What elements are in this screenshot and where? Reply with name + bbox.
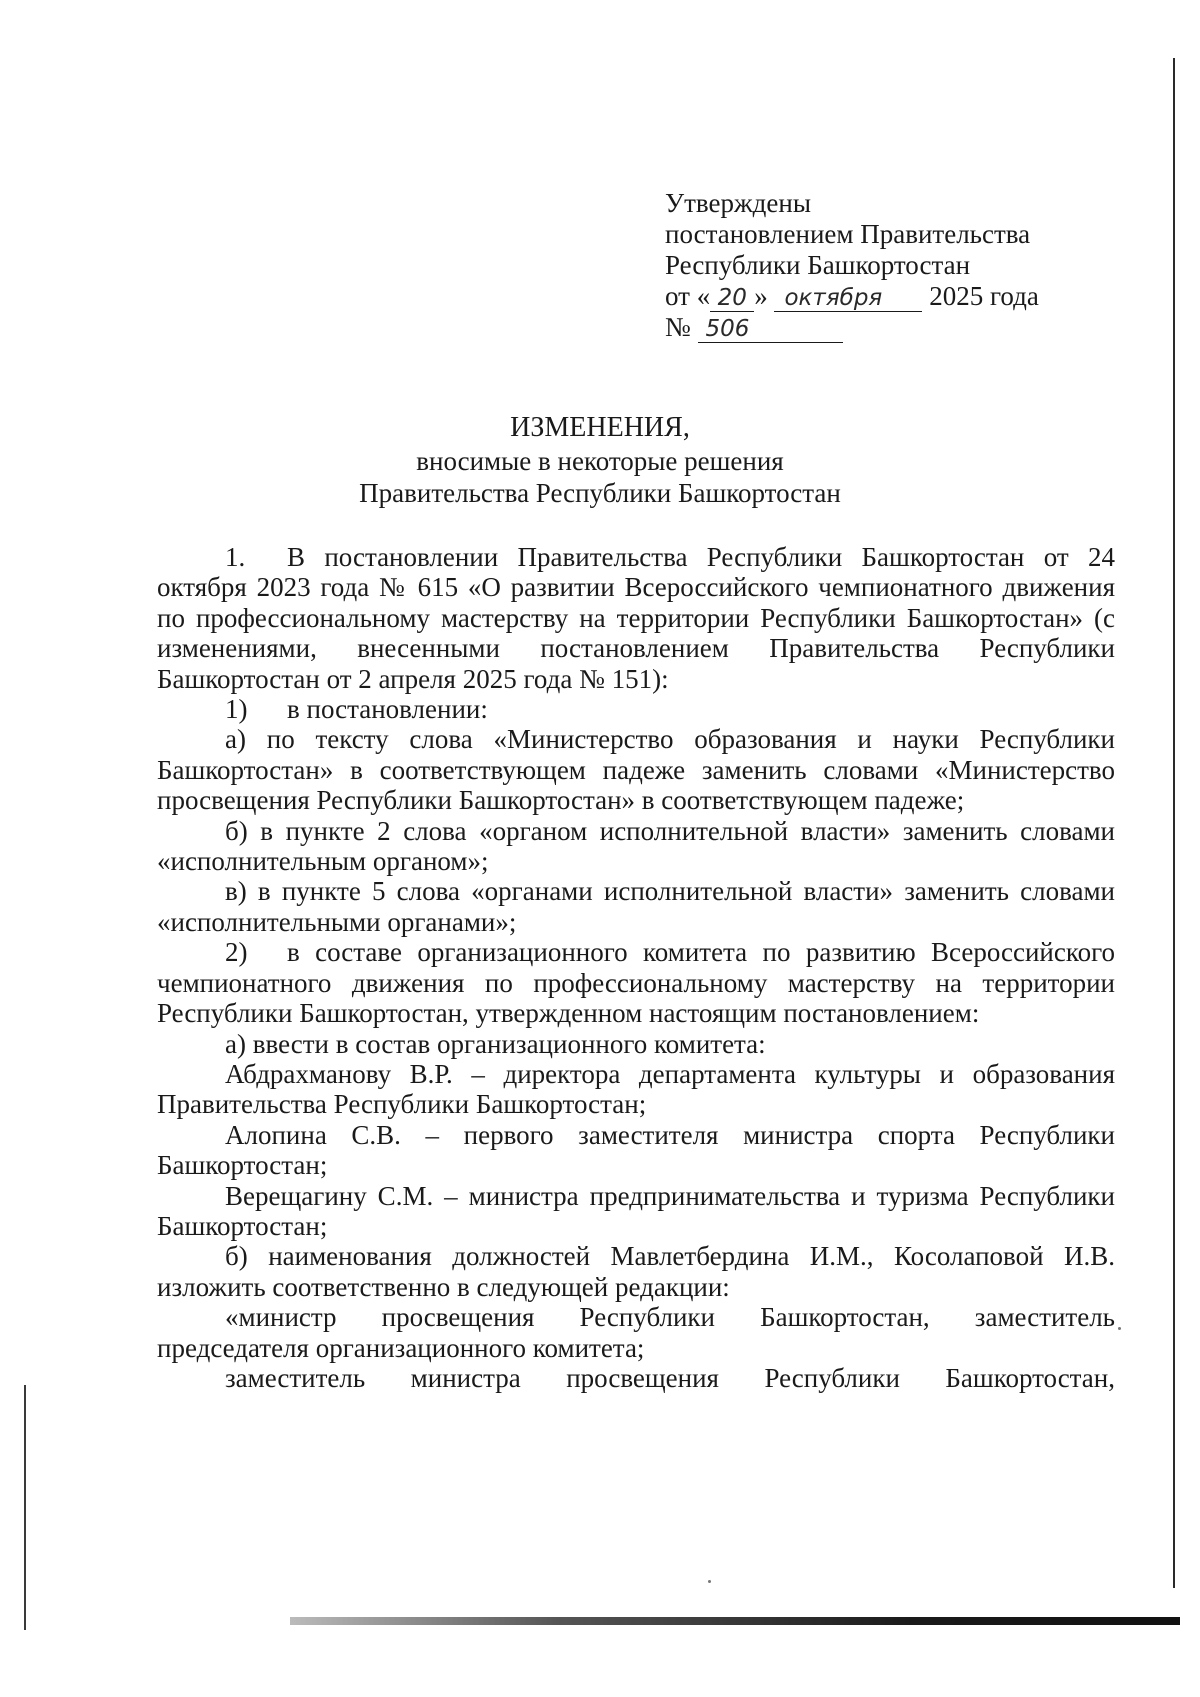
document-subtitle: Правительства Республики Башкортостан [359,478,841,508]
approval-line: постановлением Правительства [665,219,1031,249]
scan-speck [708,1580,711,1583]
paragraph-text: В постановлении Правительства Республики Башкортостан от 24 октября 2023 года № 615 «О развитии Всероссийского чемпионатного движения по профессиональному мастерству на территории Республики Башкортостан» (с изменениями, внесенными постановлением Правительства Республики Башкортостан от 2 апреля 2025 года № 151): [157,542,1115,694]
approval-line: Утверждены [665,188,811,218]
paragraph-sub-2-b: б) наименования должностей Мавлетбердина И.М., Косолаповой И.В. изложить соответственно в следующей редакции: [157,1241,1115,1302]
scan-edge-bottom [290,1617,1180,1625]
decree-number: 506 [698,316,843,343]
approval-date-line [665,281,1085,312]
approval-stamp-block [665,188,1085,343]
paragraph-quote-1: «министр просвещения Республики Башкортостан, заместитель председателя организационного комитета; [157,1302,1115,1363]
paragraph-person-1: Абдрахманову В.Р. – директора департамента культуры и образования Правительства Республики Башкортостан; [157,1058,1115,1120]
item-number: 1) [225,694,248,725]
document-subtitle: вносимые в некоторые решения [416,446,784,476]
number-prefix: № [665,312,691,342]
date-day: 20 [710,285,754,312]
date-month: октября [774,285,922,312]
document-body [157,542,1115,1393]
paragraph-text: в составе организационного комитета по развитию Всероссийского чемпионатного движения по профессиональному мастерству на территории Республики Башкортостан, утвержденном настоящим постановлением: [157,937,1115,1029]
approval-number-line [665,312,1085,343]
item-number: 1. [225,542,246,572]
paragraph-sub-2 [157,937,1115,1028]
paragraph-sub-1-v: в) в пункте 5 слова «органами исполнительной власти» заменить словами «исполнительными органами»; [157,876,1115,937]
scan-speck [1118,1327,1121,1330]
date-mid: » [754,281,768,311]
scan-edge-left [24,1385,26,1630]
date-prefix: от « [665,281,711,311]
paragraph-sub-1 [157,694,1115,724]
paragraph-text: в постановлении: [287,694,488,725]
paragraph-person-2: Алопина С.В. – первого заместителя министра спорта Республики Башкортостан; [157,1119,1115,1181]
paragraph-sub-1-a: а) по тексту слова «Министерство образования и науки Республики Башкортостан» в соответствующем падеже заменить словами «Министерство просвещения Республики Башкортостан» в соответствующем падеже; [157,724,1115,816]
paragraph-quote-2: заместитель министра просвещения Республики Башкортостан, [225,1362,1115,1393]
scan-edge-right [1173,58,1175,1588]
approval-line: Республики Башкортостан [665,250,971,280]
paragraph-sub-2-a: а) ввести в состав организационного комитета: [225,1028,766,1059]
paragraph-sub-1-b: б) в пункте 2 слова «органом исполнительной власти» заменить словами «исполнительным органом»; [157,815,1115,877]
date-year: 2025 года [929,281,1039,311]
item-number: 2) [225,937,248,968]
paragraph-person-3: Верещагину С.М. – министра предпринимательства и туризма Республики Башкортостан; [157,1180,1115,1241]
paragraph-item-1 [157,542,1115,694]
document-title: ИЗМЕНЕНИЯ, [510,412,690,443]
